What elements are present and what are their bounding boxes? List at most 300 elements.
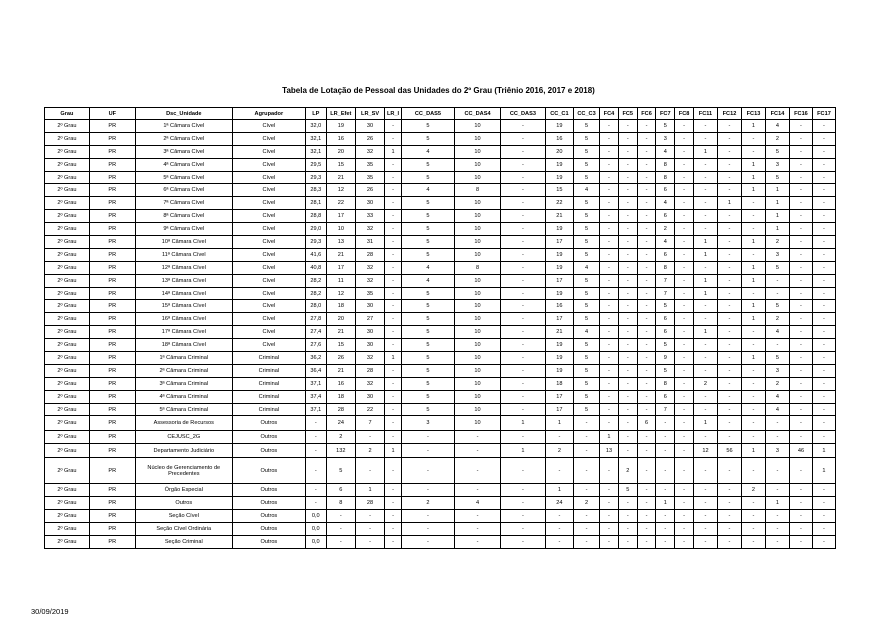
table-cell: - xyxy=(656,510,675,523)
table-cell: - xyxy=(693,300,717,313)
table-cell: - xyxy=(637,120,656,133)
table-cell: PR xyxy=(89,510,135,523)
table-cell: - xyxy=(789,248,812,261)
table-cell: 5 xyxy=(326,458,355,484)
table-cell: 6 xyxy=(326,484,355,497)
table-cell: - xyxy=(675,261,694,274)
table-cell: - xyxy=(385,287,402,300)
table-cell: 3ª Câmara Criminal xyxy=(135,377,232,390)
table-cell: - xyxy=(545,458,573,484)
table-cell: 10 xyxy=(455,223,501,236)
table-cell: - xyxy=(675,145,694,158)
table-cell: 8 xyxy=(656,377,675,390)
table-cell: Cível xyxy=(232,132,305,145)
table-cell: - xyxy=(812,236,835,249)
table-cell: - xyxy=(600,210,619,223)
table-cell: 5 xyxy=(574,274,600,287)
table-cell: 5 xyxy=(401,132,454,145)
table-cell: - xyxy=(618,364,637,377)
table-cell: - xyxy=(812,352,835,365)
table-cell: - xyxy=(500,248,545,261)
table-cell: PR xyxy=(89,364,135,377)
table-cell: - xyxy=(789,210,812,223)
table-cell: - xyxy=(500,403,545,416)
table-cell: 15 xyxy=(545,184,573,197)
table-cell: - xyxy=(618,197,637,210)
column-header: FC13 xyxy=(741,108,765,120)
table-cell: - xyxy=(305,484,326,497)
table-cell: - xyxy=(600,236,619,249)
table-cell: 9ª Câmara Cível xyxy=(135,223,232,236)
column-header: Dsc_Unidade xyxy=(135,108,232,120)
table-cell: - xyxy=(789,339,812,352)
table-cell: - xyxy=(600,274,619,287)
table-cell: 12 xyxy=(326,184,355,197)
table-cell: - xyxy=(675,158,694,171)
table-cell: - xyxy=(500,430,545,443)
table-cell: 28,2 xyxy=(305,287,326,300)
table-cell: - xyxy=(675,458,694,484)
table-cell: - xyxy=(656,430,675,443)
table-cell: - xyxy=(455,430,501,443)
table-cell: 2ª Câmara Criminal xyxy=(135,364,232,377)
table-cell: 1 xyxy=(741,171,765,184)
table-cell: 18 xyxy=(326,390,355,403)
table-cell: 40,8 xyxy=(305,261,326,274)
table-cell: 5 xyxy=(574,158,600,171)
table-cell: - xyxy=(765,523,789,536)
table-cell: 15ª Câmara Cível xyxy=(135,300,232,313)
table-cell: 30 xyxy=(355,300,384,313)
table-row xyxy=(45,197,836,210)
table-cell: 1 xyxy=(765,210,789,223)
table-cell: Outros xyxy=(232,484,305,497)
table-row xyxy=(45,210,836,223)
table-cell: 1 xyxy=(693,326,717,339)
table-cell: 11ª Câmara Cível xyxy=(135,248,232,261)
table-cell: 26 xyxy=(326,352,355,365)
table-cell: 21 xyxy=(326,326,355,339)
table-row xyxy=(45,158,836,171)
table-cell: - xyxy=(385,313,402,326)
table-cell: - xyxy=(637,443,656,458)
table-cell: - xyxy=(812,274,835,287)
table-cell: - xyxy=(385,339,402,352)
table-cell: 2º Grau xyxy=(45,364,90,377)
table-cell: PR xyxy=(89,377,135,390)
table-cell: 12ª Câmara Cível xyxy=(135,261,232,274)
column-header: FC14 xyxy=(765,108,789,120)
table-cell: - xyxy=(385,236,402,249)
table-cell: 10 xyxy=(455,132,501,145)
table-cell: - xyxy=(789,313,812,326)
table-cell: - xyxy=(326,523,355,536)
table-cell: - xyxy=(637,458,656,484)
table-cell: - xyxy=(385,158,402,171)
table-cell: 12 xyxy=(693,443,717,458)
table-cell: - xyxy=(789,364,812,377)
table-cell: 4 xyxy=(765,390,789,403)
table-cell: 10 xyxy=(455,274,501,287)
table-cell: - xyxy=(717,313,741,326)
table-cell: - xyxy=(717,416,741,431)
table-cell: - xyxy=(618,416,637,431)
table-cell: 13 xyxy=(600,443,619,458)
table-cell: Cível xyxy=(232,197,305,210)
table-cell: - xyxy=(675,120,694,133)
table-cell: 30 xyxy=(355,339,384,352)
table-cell: 3ª Câmara Cível xyxy=(135,145,232,158)
table-cell: 32,0 xyxy=(305,120,326,133)
table-cell: Cível xyxy=(232,274,305,287)
table-cell: 28,3 xyxy=(305,184,326,197)
table-cell: 1 xyxy=(385,443,402,458)
table-cell: - xyxy=(637,523,656,536)
table-cell: - xyxy=(741,197,765,210)
table-cell: - xyxy=(693,484,717,497)
table-cell: - xyxy=(637,390,656,403)
table-cell: 7 xyxy=(656,403,675,416)
table-cell: 5 xyxy=(574,352,600,365)
table-cell: - xyxy=(637,300,656,313)
table-cell: 5 xyxy=(401,223,454,236)
table-cell: - xyxy=(500,145,545,158)
table-cell: 8 xyxy=(656,158,675,171)
table-cell: - xyxy=(717,377,741,390)
table-cell: - xyxy=(618,145,637,158)
table-cell: 19 xyxy=(545,120,573,133)
table-cell: 4 xyxy=(765,326,789,339)
table-cell: - xyxy=(675,403,694,416)
table-cell: - xyxy=(500,197,545,210)
table-cell: 2º Grau xyxy=(45,274,90,287)
table-cell: - xyxy=(385,132,402,145)
table-cell: Outros xyxy=(232,430,305,443)
table-cell: - xyxy=(500,236,545,249)
table-cell: - xyxy=(675,352,694,365)
table-row xyxy=(45,390,836,403)
table-cell: PR xyxy=(89,132,135,145)
table-cell: 16 xyxy=(545,132,573,145)
table-cell: 19 xyxy=(545,364,573,377)
table-cell: 29,3 xyxy=(305,171,326,184)
table-row xyxy=(45,430,836,443)
table-cell: - xyxy=(637,274,656,287)
table-cell: - xyxy=(789,132,812,145)
table-cell: 1 xyxy=(741,300,765,313)
table-cell: - xyxy=(618,171,637,184)
table-cell: - xyxy=(693,158,717,171)
table-cell: 2ª Câmara Cível xyxy=(135,132,232,145)
table-cell: 1 xyxy=(385,352,402,365)
table-cell: 5 xyxy=(401,248,454,261)
table-cell: 10 xyxy=(455,248,501,261)
table-row xyxy=(45,484,836,497)
table-cell: 2º Grau xyxy=(45,326,90,339)
table-row xyxy=(45,364,836,377)
table-cell: - xyxy=(574,443,600,458)
table-cell: 9 xyxy=(656,352,675,365)
table-cell: 16 xyxy=(545,300,573,313)
table-body xyxy=(45,120,836,549)
table-cell: - xyxy=(385,458,402,484)
column-header: CC_C1 xyxy=(545,108,573,120)
table-cell: 5 xyxy=(401,300,454,313)
table-cell: 2 xyxy=(693,377,717,390)
table-cell: - xyxy=(385,274,402,287)
table-cell: - xyxy=(385,364,402,377)
table-cell: 5ª Câmara Cível xyxy=(135,171,232,184)
table-cell: - xyxy=(637,197,656,210)
table-cell: - xyxy=(675,236,694,249)
table-cell: - xyxy=(637,223,656,236)
column-header: Agrupador xyxy=(232,108,305,120)
table-cell: - xyxy=(717,158,741,171)
table-cell: - xyxy=(600,377,619,390)
table-cell: - xyxy=(789,352,812,365)
table-cell: - xyxy=(401,443,454,458)
table-cell: - xyxy=(618,497,637,510)
column-header: CC_DAS4 xyxy=(455,108,501,120)
table-cell: - xyxy=(812,535,835,548)
table-cell: 5 xyxy=(574,403,600,416)
table-cell: Órgão Especial xyxy=(135,484,232,497)
table-cell: 32,1 xyxy=(305,132,326,145)
table-cell: - xyxy=(355,523,384,536)
table-cell: - xyxy=(637,210,656,223)
table-cell: 36,2 xyxy=(305,352,326,365)
table-cell: - xyxy=(385,197,402,210)
table-cell: Outros xyxy=(232,510,305,523)
table-cell: - xyxy=(741,326,765,339)
table-cell: - xyxy=(500,510,545,523)
table-row xyxy=(45,458,836,484)
table-cell: 1 xyxy=(693,416,717,431)
table-cell: - xyxy=(717,248,741,261)
table-cell: - xyxy=(305,443,326,458)
table-cell: 16 xyxy=(326,132,355,145)
table-cell: 6 xyxy=(656,326,675,339)
table-cell: - xyxy=(618,352,637,365)
table-cell: - xyxy=(500,390,545,403)
table-cell: - xyxy=(600,510,619,523)
table-cell: - xyxy=(789,274,812,287)
table-cell: 30 xyxy=(355,120,384,133)
table-cell: - xyxy=(693,352,717,365)
table-cell: - xyxy=(693,339,717,352)
table-cell: - xyxy=(385,523,402,536)
table-cell: - xyxy=(741,458,765,484)
table-cell: 30 xyxy=(355,326,384,339)
table-cell: - xyxy=(789,390,812,403)
table-cell: 0,0 xyxy=(305,535,326,548)
table-cell: - xyxy=(401,535,454,548)
table-cell: - xyxy=(618,274,637,287)
table-cell: Criminal xyxy=(232,377,305,390)
table-cell: 1 xyxy=(741,274,765,287)
table-cell: - xyxy=(789,236,812,249)
table-cell: - xyxy=(618,236,637,249)
table-cell: 29,3 xyxy=(305,236,326,249)
column-header: FC12 xyxy=(717,108,741,120)
table-cell: - xyxy=(693,184,717,197)
table-cell: 1 xyxy=(656,497,675,510)
table-cell: - xyxy=(717,261,741,274)
table-cell: - xyxy=(765,416,789,431)
table-cell: - xyxy=(717,352,741,365)
table-cell: 19 xyxy=(545,261,573,274)
table-cell: 21 xyxy=(326,364,355,377)
table-cell: - xyxy=(600,484,619,497)
table-cell: - xyxy=(500,364,545,377)
table-cell: 3 xyxy=(765,158,789,171)
table-cell: 17 xyxy=(545,274,573,287)
table-cell: - xyxy=(693,313,717,326)
table-cell: 2º Grau xyxy=(45,535,90,548)
table-cell: - xyxy=(637,145,656,158)
table-cell: - xyxy=(741,403,765,416)
table-cell: 5 xyxy=(401,313,454,326)
table-cell: - xyxy=(693,390,717,403)
table-cell: 19 xyxy=(545,158,573,171)
table-cell: - xyxy=(675,274,694,287)
table-cell: 2º Grau xyxy=(45,430,90,443)
table-cell: - xyxy=(385,326,402,339)
table-cell: - xyxy=(717,364,741,377)
table-cell: - xyxy=(656,443,675,458)
table-cell: 2º Grau xyxy=(45,223,90,236)
table-cell: 10 xyxy=(455,287,501,300)
table-cell: - xyxy=(741,416,765,431)
table-cell: 1 xyxy=(765,184,789,197)
table-cell: 12 xyxy=(326,287,355,300)
table-cell: 2º Grau xyxy=(45,313,90,326)
table-cell: 2 xyxy=(656,223,675,236)
table-cell: - xyxy=(600,184,619,197)
table-cell: - xyxy=(618,339,637,352)
table-cell: PR xyxy=(89,535,135,548)
table-cell: 17 xyxy=(545,390,573,403)
column-header: CC_DAS3 xyxy=(500,108,545,120)
table-cell: 132 xyxy=(326,443,355,458)
table-cell: - xyxy=(789,120,812,133)
table-cell: 5 xyxy=(656,364,675,377)
table-cell: - xyxy=(789,287,812,300)
table-cell: 4 xyxy=(401,261,454,274)
table-row xyxy=(45,403,836,416)
table-cell: - xyxy=(600,261,619,274)
table-row xyxy=(45,223,836,236)
table-cell: - xyxy=(717,274,741,287)
table-cell: Cível xyxy=(232,326,305,339)
table-cell: - xyxy=(717,484,741,497)
table-cell: 3 xyxy=(765,248,789,261)
table-cell: - xyxy=(618,377,637,390)
table-cell: - xyxy=(656,535,675,548)
table-cell: - xyxy=(385,248,402,261)
table-cell: 2º Grau xyxy=(45,145,90,158)
table-cell: - xyxy=(693,171,717,184)
table-cell: 18 xyxy=(326,300,355,313)
table-cell: PR xyxy=(89,458,135,484)
table-cell: 5 xyxy=(401,390,454,403)
table-cell: Outros xyxy=(232,535,305,548)
table-cell: 20 xyxy=(545,145,573,158)
table-cell: 5 xyxy=(765,171,789,184)
table-cell: - xyxy=(600,120,619,133)
table-cell: - xyxy=(693,535,717,548)
table-row xyxy=(45,339,836,352)
table-cell: - xyxy=(717,390,741,403)
table-cell: 5 xyxy=(401,120,454,133)
table-cell: - xyxy=(385,416,402,431)
footer-date: 30/09/2019 xyxy=(31,607,69,616)
table-cell: - xyxy=(545,523,573,536)
table-cell: - xyxy=(600,326,619,339)
table-cell: - xyxy=(637,261,656,274)
table-cell: 22 xyxy=(326,197,355,210)
table-row xyxy=(45,326,836,339)
table-cell: PR xyxy=(89,484,135,497)
table-cell: - xyxy=(741,390,765,403)
table-cell: 10 xyxy=(455,326,501,339)
table-cell: - xyxy=(812,416,835,431)
table-cell: - xyxy=(789,261,812,274)
table-cell: - xyxy=(637,158,656,171)
table-row xyxy=(45,274,836,287)
table-cell: 2º Grau xyxy=(45,158,90,171)
table-cell: - xyxy=(812,223,835,236)
table-cell: 1 xyxy=(741,313,765,326)
table-cell: - xyxy=(385,535,402,548)
table-cell: 5 xyxy=(574,210,600,223)
table-cell: - xyxy=(500,535,545,548)
table-cell: Cível xyxy=(232,184,305,197)
table-row xyxy=(45,248,836,261)
table-cell: - xyxy=(637,184,656,197)
table-cell: 1 xyxy=(812,458,835,484)
table-cell: - xyxy=(500,132,545,145)
table-cell: 4ª Câmara Criminal xyxy=(135,390,232,403)
table-cell: - xyxy=(675,443,694,458)
table-cell: - xyxy=(812,261,835,274)
table-cell: - xyxy=(789,416,812,431)
table-cell: 1 xyxy=(385,145,402,158)
table-cell: - xyxy=(675,184,694,197)
table-cell: 7 xyxy=(656,274,675,287)
table-cell: 8 xyxy=(455,261,501,274)
table-cell: 5 xyxy=(765,300,789,313)
table-cell: 7 xyxy=(656,287,675,300)
table-cell: 27,6 xyxy=(305,339,326,352)
table-cell: - xyxy=(741,132,765,145)
table-cell: 5 xyxy=(656,339,675,352)
table-cell: 5 xyxy=(618,484,637,497)
table-cell: - xyxy=(717,339,741,352)
table-cell: 2º Grau xyxy=(45,287,90,300)
table-cell: PR xyxy=(89,313,135,326)
table-cell: 17 xyxy=(545,236,573,249)
table-cell: 2º Grau xyxy=(45,523,90,536)
column-header: FC5 xyxy=(618,108,637,120)
table-cell: - xyxy=(600,132,619,145)
table-cell: 2 xyxy=(401,497,454,510)
table-cell: - xyxy=(789,484,812,497)
table-cell: - xyxy=(600,158,619,171)
table-cell: - xyxy=(500,484,545,497)
table-cell: - xyxy=(618,523,637,536)
table-cell: - xyxy=(717,120,741,133)
